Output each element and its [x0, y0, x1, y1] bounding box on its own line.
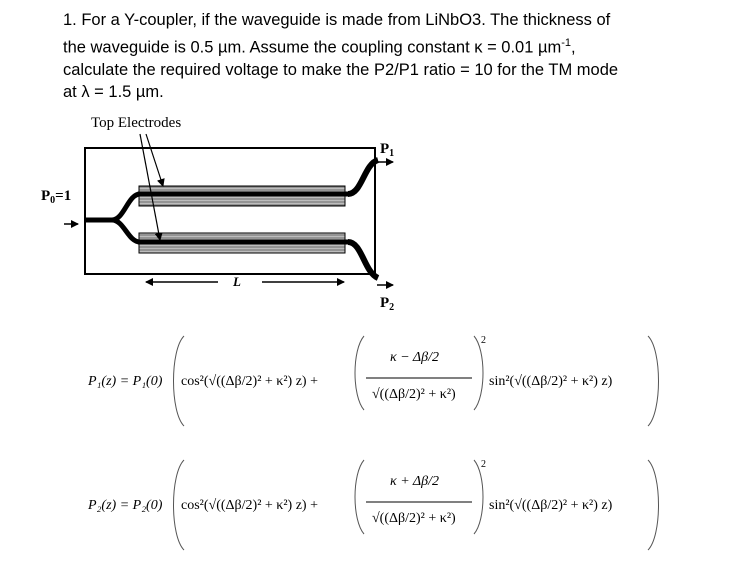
p2-letter: P — [380, 295, 390, 311]
problem-line-3: calculate the required voltage to make the P2/P1 ratio = 10 for the TM mode — [63, 60, 619, 79]
p0-subscript: 0 — [50, 195, 56, 206]
eq1-lhs: P₁(z) = P₁(0) — [88, 374, 163, 389]
problem-line-2-exponent: -1 — [561, 36, 572, 49]
eq2-power: 2 — [481, 459, 486, 470]
eq2-outer-right-paren — [648, 460, 659, 550]
eq2-cos-term: cos²(√((Δβ/2)² + κ²) z) + — [181, 498, 318, 513]
p1-subscript: 1 — [389, 148, 395, 159]
top-electrodes-label: Top Electrodes — [91, 115, 182, 131]
eq1-cos-term: cos²(√((Δβ/2)² + κ²) z) + — [181, 374, 318, 389]
eq1-sin-term: sin²(√((Δβ/2)² + κ²) z) — [489, 374, 613, 389]
eq2-sin-term: sin²(√((Δβ/2)² + κ²) z) — [489, 498, 613, 513]
eq1-power: 2 — [481, 335, 486, 346]
eq1-outer-right-paren — [648, 336, 659, 426]
problem-line-4: at λ = 1.5 µm. — [63, 83, 164, 101]
problem-line-2-text: the waveguide is 0.5 µm. Assume the coupling constant κ = 0.01 µm — [63, 38, 562, 56]
p1-label — [380, 141, 394, 159]
eq2-inner-right-paren — [474, 460, 483, 534]
length-label: L — [233, 274, 241, 289]
lower-output-waveguide — [348, 242, 378, 278]
eq1-denominator: √((Δβ/2)² + κ²) — [372, 387, 456, 402]
eq1-inner-left-paren — [355, 336, 364, 410]
eq2-lhs: P₂(z) = P₂(0) — [88, 498, 163, 513]
p2-label — [380, 295, 394, 313]
input-waveguide — [85, 194, 140, 242]
equation-1 — [87, 335, 659, 426]
p2-subscript: 2 — [389, 302, 395, 313]
substrate-box — [85, 148, 375, 274]
problem-line-1: 1. For a Y-coupler, if the waveguide is made from LiNbO3. The thickness of — [63, 11, 611, 29]
p0-value: =1 — [55, 188, 72, 204]
problem-line-2-end: , — [571, 38, 576, 56]
eq2-denominator: √((Δβ/2)² + κ²) — [372, 511, 456, 526]
p0-letter: P — [41, 188, 51, 204]
p1-letter: P — [380, 141, 390, 157]
eq2-inner-left-paren — [355, 460, 364, 534]
p0-label — [41, 188, 71, 206]
upper-output-waveguide — [348, 160, 378, 194]
eq1-inner-right-paren — [474, 336, 483, 410]
eq1-numerator: κ − Δβ/2 — [390, 350, 439, 365]
eq2-numerator: κ + Δβ/2 — [390, 474, 439, 489]
equation-2 — [87, 459, 659, 550]
